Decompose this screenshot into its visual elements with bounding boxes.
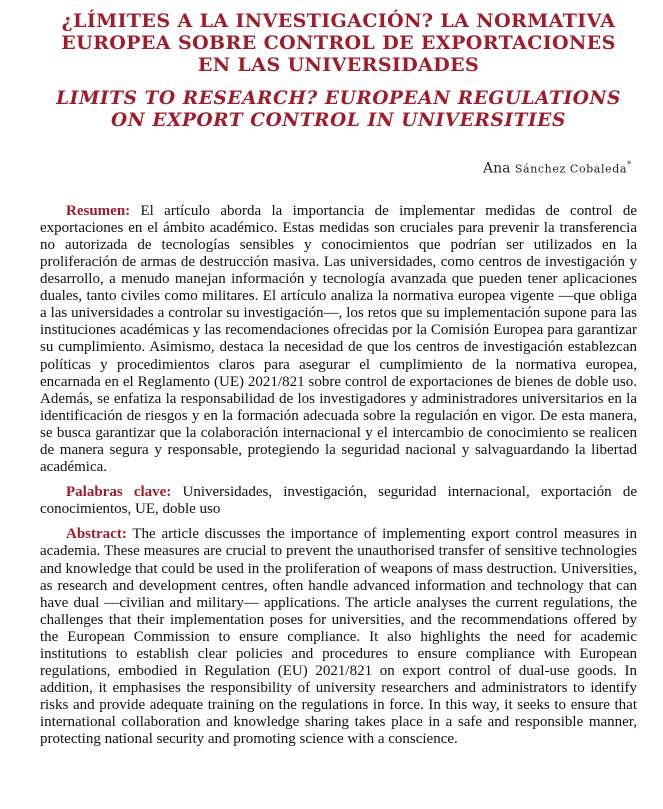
author-line xyxy=(40,160,631,177)
resumen-text: El artículo aborda la importancia de implementar medidas de control de exportaciones en el ámbito académico. Estas medidas son cruciales para prevenir la transferencia no autorizada de tecnologías sensibles y conocimientos que podrían ser utilizados en la proliferación de armas de destrucción masiva. Las universidades, como centros de investigación y desarrollo, a menudo manejan información y tecnología avanzada que pueden tener aplicaciones duales, tanto civiles como militares. El artículo analiza la normativa europea vigente —que obliga a las universidades a controlar su investigación—, los retos que su implementación supone para las instituciones académicas y las recomendaciones ofrecidas por la Comisión Europea para garantizar su cumplimiento. Asimismo, destaca la necesidad de que los centros de investigación establezcan políticas y procedimientos claros para asegurar el cumplimiento de la normativa europea, encarnada en el Reglamento (UE) 2021/821 sobre control de exportaciones de bienes de doble uso. Además, se enfatiza la responsabilidad de los investigadores y administradores universitarios en la identificación de riesgos y en la formación adecuada sobre la regulación en vigor. De esta manera, se busca garantizar que la colaboración internacional y el intercambio de conocimiento se realicen de manera segura y responsable, protegiendo la seguridad nacional y salvaguardando la libertad académica. xyxy=(40,202,638,476)
keywords-text: Universidades, investigación, seguridad internacional, exportación de conocimientos, UE, doble uso xyxy=(40,484,637,518)
keywords-paragraph xyxy=(40,484,637,518)
keywords-label: Palabras clave: xyxy=(66,484,172,501)
abstract-label: Abstract: xyxy=(66,526,127,543)
resumen-paragraph xyxy=(40,203,637,477)
author-surname: Sánchez Cobaleda xyxy=(514,162,627,176)
abstract-text: The article discusses the importance of implementing export control measures in academia. These measures are crucial to prevent the unauthorised transfer of sensitive technologies and knowledge that could be used in the proliferation of weapons of mass destruction. Universities, as research and development centres, often handle advanced information and technology that can have dual —civilian and military— applications. The article analyses the current regulations, the challenges that their implementation poses for universities, and the recommendations offered by the European Commission to ensure compliance. It also highlights the need for academic institutions to establish clear policies and procedures to ensure compliance with European regulations, embodied in Regulation (EU) 2021/821 on export control of dual-use goods. In addition, it emphasises the responsibility of university researchers and administrators to identify risks and provide adequate training on the regulations in force. In this way, it seeks to ensure that international collaboration and knowledge sharing takes place in a safe and responsible manner, protecting national security and promoting science with a conscience. xyxy=(40,526,637,748)
english-title-line-2: ON EXPORT CONTROL IN UNIVERSITIES xyxy=(111,110,566,131)
spanish-title-line-1: ¿LÍMITES A LA INVESTIGACIÓN? LA NORMATIVA xyxy=(61,10,616,32)
spanish-title xyxy=(40,10,637,76)
spanish-title-line-3: EN LAS UNIVERSIDADES xyxy=(197,54,480,76)
author-first-name: Ana xyxy=(482,160,511,177)
resumen-label: Resumen: xyxy=(66,202,131,219)
english-title-line-1: LIMITS TO RESEARCH? EUROPEAN REGULATIONS xyxy=(56,88,621,109)
spanish-title-line-2: EUROPEA SOBRE CONTROL DE EXPORTACIONES xyxy=(61,32,616,54)
author-footnote-mark[interactable]: * xyxy=(627,160,631,169)
english-title xyxy=(40,88,637,132)
abstract-paragraph xyxy=(40,526,637,748)
